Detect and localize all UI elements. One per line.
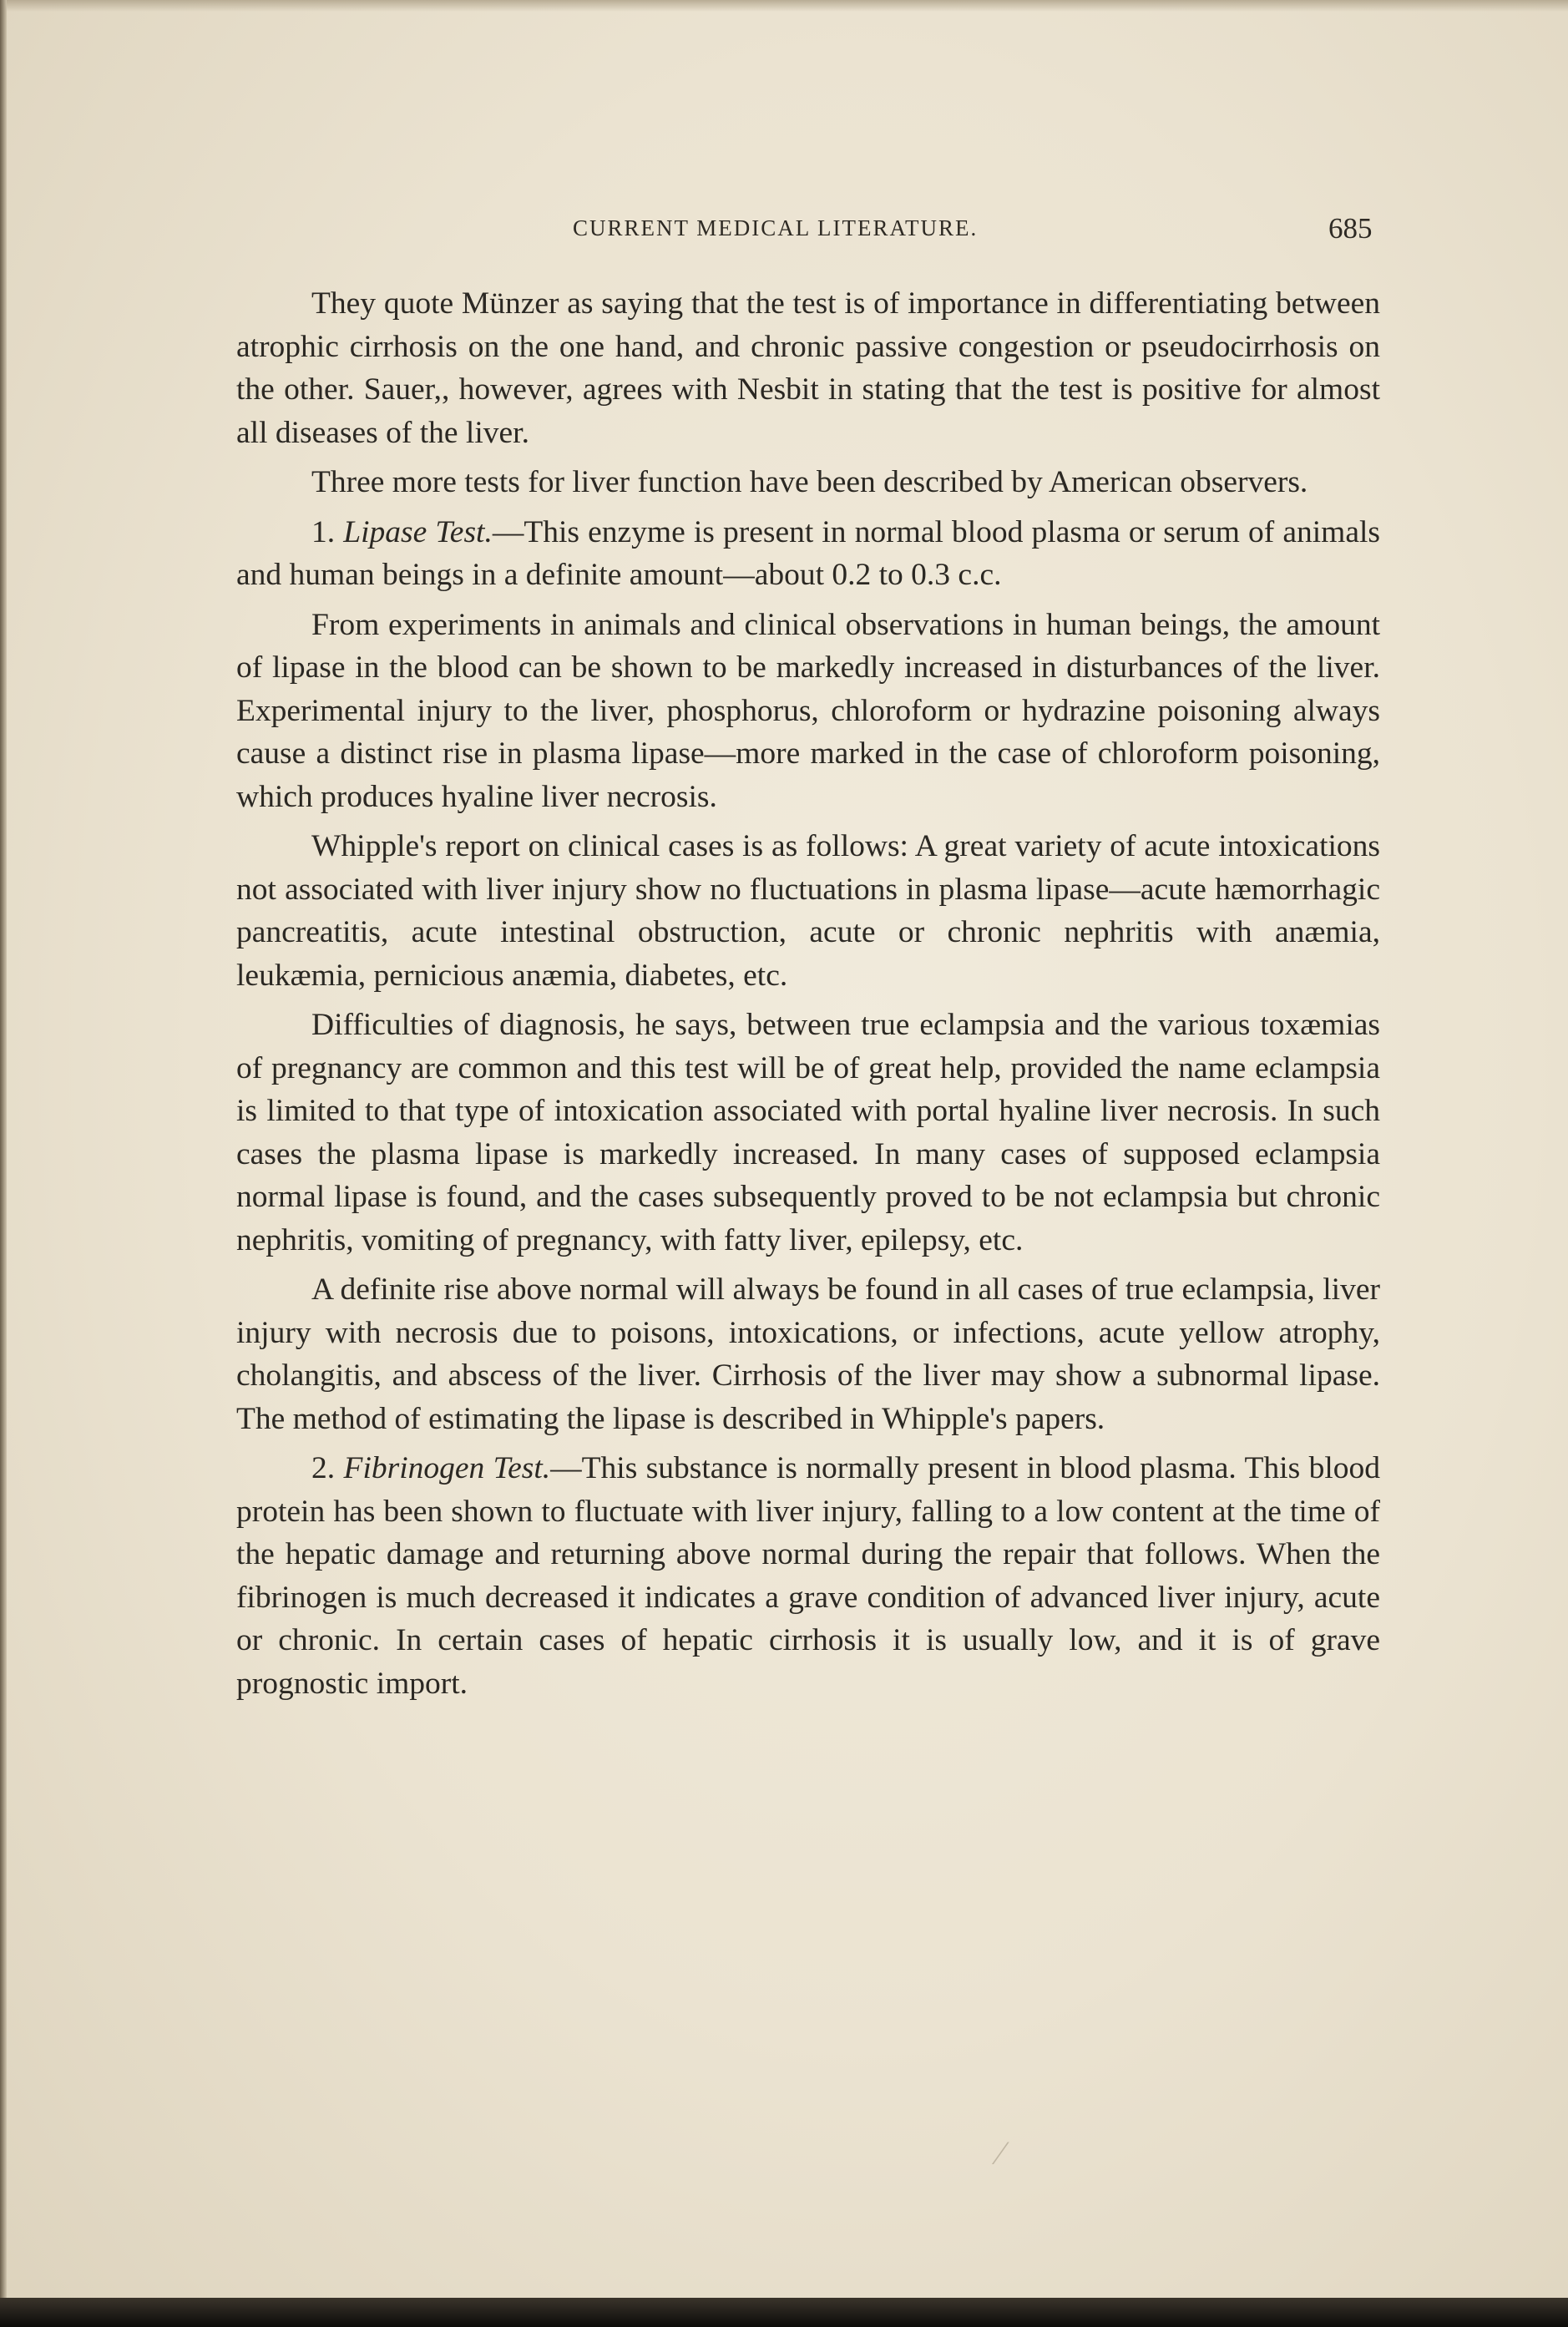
- paragraph-experiments: [236, 604, 1380, 819]
- section-number: 1.: [311, 514, 336, 549]
- paragraph-munzer: [236, 282, 1380, 454]
- paragraph-text: —This substance is normally present in blood plasma. This blood protein has been shown to fluctuate with liver injury, falling to a low content at the time of the hepatic damage and returning above normal during the repair that follows. When the fibrinogen is much decreased it indicates a grave condition of advanced liver injury, acute or chronic. In certain cases of hepatic cirrhosis it is usually low, and it is of grave prognostic import.: [236, 1451, 1380, 1701]
- paragraph-three-tests: [236, 461, 1380, 504]
- paragraph-text: Difficulties of diagnosis, he says, between true eclampsia and the various toxæmias of pregnancy are common and this test will be of great help, provided the name eclampsia is limited to that type of intoxication associated with portal hyaline liver necrosis. In such cases the plasma lipase is markedly increased. In many cases of supposed eclampsia normal lipase is found, and the cases subsequently proved to be not eclampsia but chronic nephritis, vomiting of pregnancy, with fatty liver, epilepsy, etc.: [236, 1008, 1380, 1257]
- running-head: [0, 212, 1568, 249]
- running-title: CURRENT MEDICAL LITERATURE.: [573, 215, 979, 240]
- paragraph-text: A definite rise above normal will always be found in all cases of true eclampsia, liver injury with necrosis due to poisons, intoxications, or infections, acute yellow atrophy, cholangitis, and abscess of the liver. Cirrhosis of the liver may show a subnormal lipase. The method of estimating the lipase is described in Whipple's papers.: [236, 1272, 1380, 1436]
- section-heading: Lipase Test.: [343, 514, 493, 549]
- paragraph-text: From experiments in animals and clinical observations in human beings, the amount of lipase in the blood can be shown to be markedly increased in disturbances of the liver. Experimental injury to the liver, phosphorus, chloroform or hydrazine poisoning always cause a distinct rise in plasma lipase—more marked in the case of chloroform poisoning, which produces hyaline liver necrosis.: [236, 607, 1380, 814]
- paragraph-definite-rise: [236, 1268, 1380, 1440]
- paragraph-text: —This enzyme is present in normal blood plasma or serum of animals and human beings in a definite amount—about 0.2 to 0.3 c.c.: [236, 514, 1380, 592]
- page-top-shadow: [0, 0, 1568, 12]
- paragraph-whipple-report: [236, 825, 1380, 997]
- body-text: [236, 282, 1380, 1712]
- paragraph-text: They quote Münzer as saying that the test is of importance in differentiating between atrophic cirrhosis on the one hand, and chronic passive congestion or pseudocirrhosis on the other. Sauer,, however, agrees with Nesbit in stating that the test is positive for almost all diseases of the liver.: [236, 286, 1380, 450]
- paragraph-fibrinogen-test: [236, 1447, 1380, 1705]
- paragraph-difficulties: [236, 1004, 1380, 1262]
- pencil-mark-icon: ⁄: [998, 2134, 1004, 2172]
- section-heading: Fibrinogen Test.: [343, 1451, 551, 1485]
- section-number: 2.: [311, 1451, 336, 1485]
- paragraph-lipase-test: [236, 511, 1380, 597]
- paragraph-text: Three more tests for liver function have been described by American observers.: [311, 465, 1308, 499]
- page-left-edge: [0, 0, 7, 2327]
- page-number: 685: [1328, 212, 1373, 245]
- paragraph-text: Whipple's report on clinical cases is as follows: A great variety of acute intoxications not associated with liver injury show no fluctuations in plasma lipase—acute hæmorrhagic pancreatitis, acute intestinal obstruction, acute or chronic nephritis with anæmia, leukæmia, pernicious anæmia, diabetes, etc.: [236, 829, 1380, 993]
- page-bottom-shadow: [0, 2298, 1568, 2327]
